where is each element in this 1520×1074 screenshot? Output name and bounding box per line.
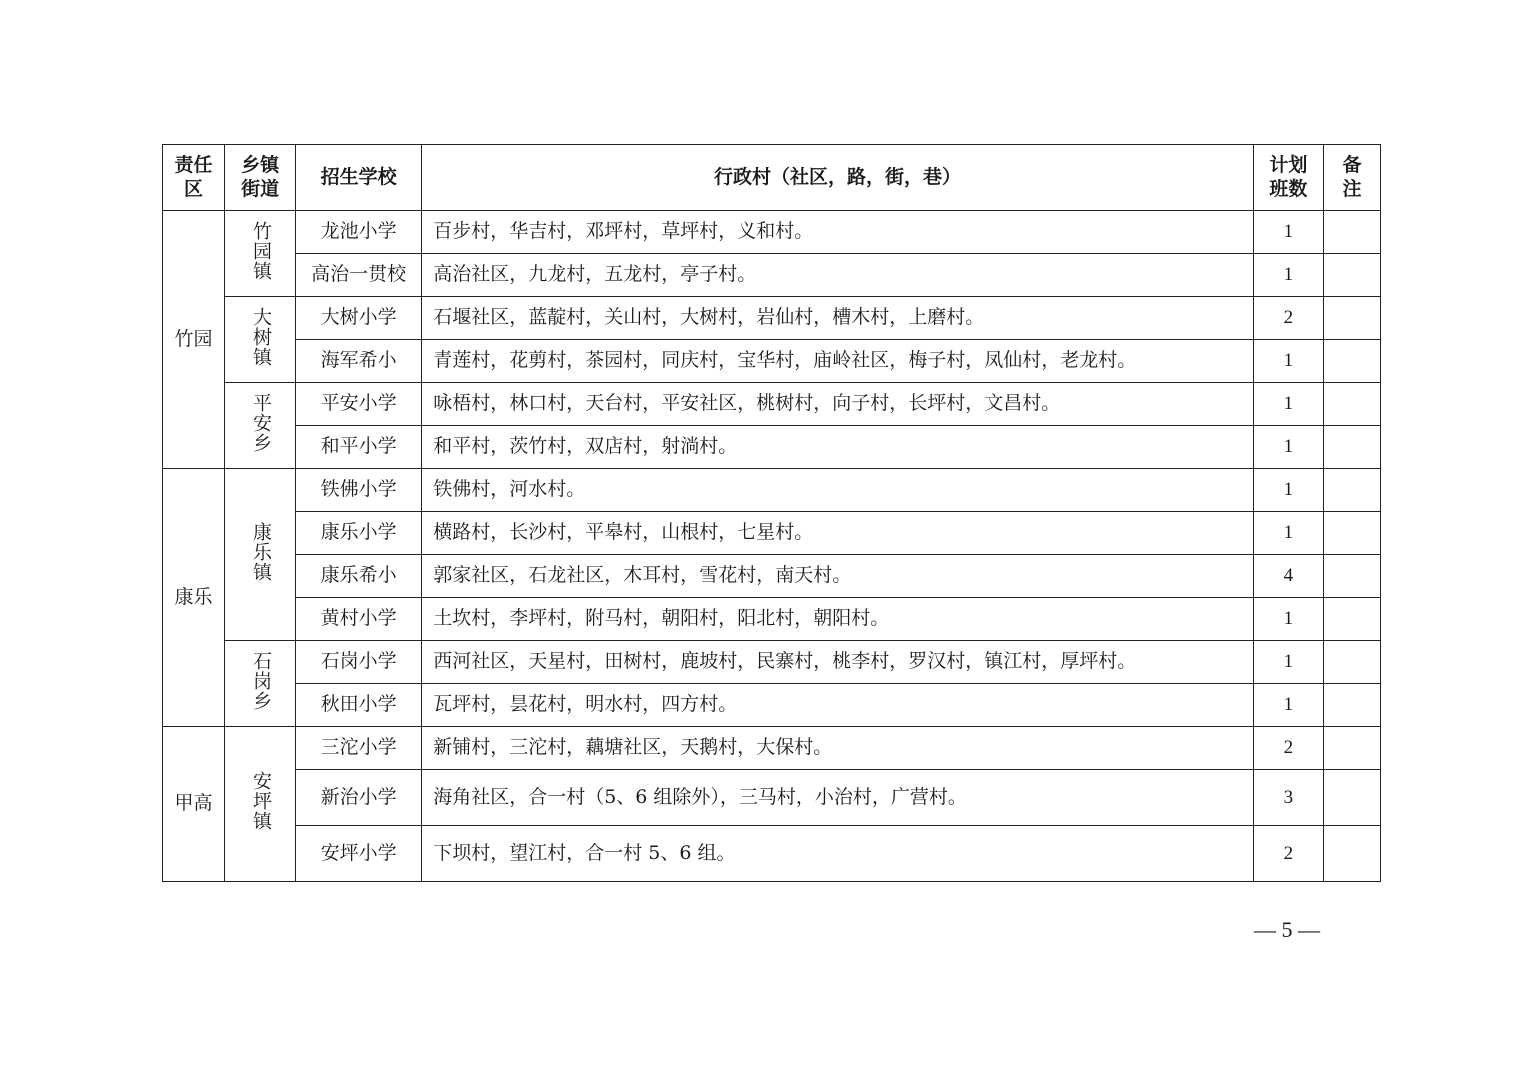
table-row [163,426,1381,469]
school-cell: 安坪小学 [296,826,422,882]
notes-cell [1323,211,1380,254]
classes-cell: 1 [1253,340,1323,383]
town-cell: 康乐镇 [225,469,296,641]
town-cell: 安坪镇 [225,727,296,882]
notes-cell [1323,469,1380,512]
school-cell: 新治小学 [296,770,422,826]
classes-cell: 1 [1253,426,1323,469]
zone-cell: 竹园 [163,211,225,469]
notes-cell [1323,770,1380,826]
villages-cell: 和平村，茨竹村，双店村，射淌村。 [422,426,1254,469]
villages-cell: 西河社区，天星村，田树村，鹿坡村，民寨村，桃李村，罗汉村，镇江村，厚坪村。 [422,641,1254,684]
villages-cell: 百步村，华吉村，邓坪村，草坪村，义和村。 [422,211,1254,254]
classes-cell: 3 [1253,770,1323,826]
villages-cell: 铁佛村，河水村。 [422,469,1254,512]
notes-cell [1323,555,1380,598]
classes-cell: 1 [1253,469,1323,512]
table-row [163,684,1381,727]
header-row [163,145,1381,211]
villages-cell: 青莲村，花剪村，茶园村，同庆村，宝华村，庙岭社区，梅子村，凤仙村，老龙村。 [422,340,1254,383]
classes-cell: 1 [1253,598,1323,641]
classes-cell: 1 [1253,684,1323,727]
notes-cell [1323,297,1380,340]
town-cell: 平安乡 [225,383,296,469]
table-row [163,254,1381,297]
table-row [163,598,1381,641]
villages-cell: 瓦坪村，昙花村，明水村，四方村。 [422,684,1254,727]
table-row [163,383,1381,426]
enrollment-table [162,144,1381,882]
table-row [163,555,1381,598]
villages-cell: 下坝村，望江村，合一村 5、6 组。 [422,826,1254,882]
notes-cell [1323,426,1380,469]
page-number: — 5 — [1254,917,1320,942]
header-town: 乡镇街道 [225,145,296,211]
school-cell: 铁佛小学 [296,469,422,512]
school-cell: 黄村小学 [296,598,422,641]
notes-cell [1323,340,1380,383]
classes-cell: 4 [1253,555,1323,598]
table-row [163,340,1381,383]
notes-cell [1323,254,1380,297]
school-cell: 大树小学 [296,297,422,340]
school-cell: 海军希小 [296,340,422,383]
villages-cell: 咏梧村，林口村，天台村，平安社区，桃树村，向子村，长坪村，文昌村。 [422,383,1254,426]
school-cell: 和平小学 [296,426,422,469]
header-villages: 行政村（社区，路，街，巷） [422,145,1254,211]
notes-cell [1323,826,1380,882]
town-cell: 大树镇 [225,297,296,383]
school-cell: 康乐希小 [296,555,422,598]
town-cell: 竹园镇 [225,211,296,297]
villages-cell: 郭家社区，石龙社区，木耳村，雪花村，南天村。 [422,555,1254,598]
classes-cell: 1 [1253,254,1323,297]
classes-cell: 2 [1253,727,1323,770]
table-row [163,512,1381,555]
school-cell: 三沱小学 [296,727,422,770]
classes-cell: 1 [1253,512,1323,555]
table-row [163,727,1381,770]
notes-cell [1323,641,1380,684]
header-zone: 责任区 [163,145,225,211]
table-row [163,297,1381,340]
school-cell: 秋田小学 [296,684,422,727]
classes-cell: 1 [1253,383,1323,426]
notes-cell [1323,598,1380,641]
notes-cell [1323,684,1380,727]
villages-cell: 海角社区，合一村（5、6 组除外），三马村，小治村，广营村。 [422,770,1254,826]
table-row [163,211,1381,254]
classes-cell: 1 [1253,211,1323,254]
villages-cell: 高治社区，九龙村，五龙村，亭子村。 [422,254,1254,297]
villages-cell: 横路村，长沙村，平皋村，山根村，七星村。 [422,512,1254,555]
villages-cell: 新铺村，三沱村，藕塘社区，天鹅村，大保村。 [422,727,1254,770]
notes-cell [1323,727,1380,770]
zone-cell: 甲高 [163,727,225,882]
zone-cell: 康乐 [163,469,225,727]
table-row [163,770,1381,826]
classes-cell: 1 [1253,641,1323,684]
villages-cell: 石堰社区，蓝靛村，关山村，大树村，岩仙村，槽木村，上磨村。 [422,297,1254,340]
notes-cell [1323,383,1380,426]
header-school: 招生学校 [296,145,422,211]
classes-cell: 2 [1253,297,1323,340]
school-cell: 石岗小学 [296,641,422,684]
table-row [163,826,1381,882]
school-cell: 高治一贯校 [296,254,422,297]
school-cell: 康乐小学 [296,512,422,555]
table-row [163,469,1381,512]
school-cell: 平安小学 [296,383,422,426]
header-notes: 备注 [1323,145,1380,211]
table-row [163,641,1381,684]
villages-cell: 土坎村，李坪村，附马村，朝阳村，阳北村，朝阳村。 [422,598,1254,641]
town-cell: 石岗乡 [225,641,296,727]
classes-cell: 2 [1253,826,1323,882]
header-classes: 计划班数 [1253,145,1323,211]
school-cell: 龙池小学 [296,211,422,254]
notes-cell [1323,512,1380,555]
